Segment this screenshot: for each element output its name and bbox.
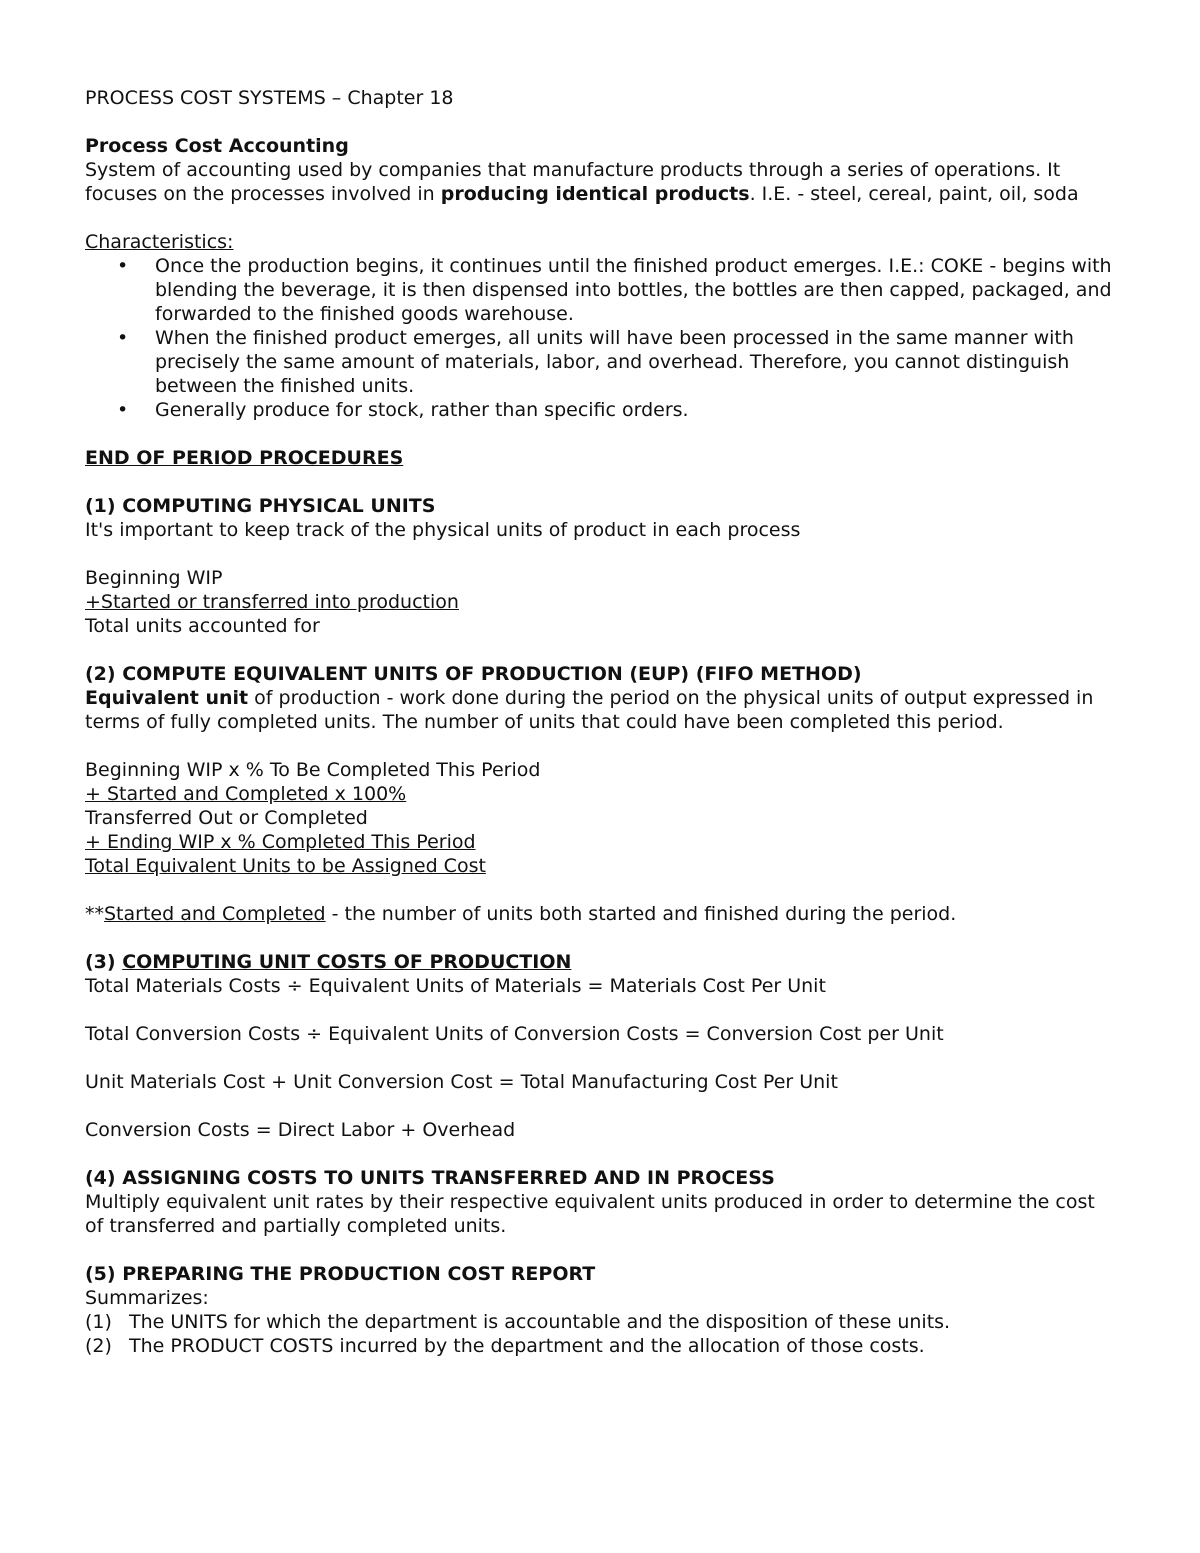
section-5-heading: (5) PREPARING THE PRODUCTION COST REPORT: [85, 1263, 596, 1285]
list-item: (1) The UNITS for which the department is accountable and the disposition of these units.: [85, 1311, 951, 1333]
formula-line: Transferred Out or Completed: [85, 807, 368, 829]
formula-line: Total Conversion Costs ÷ Equivalent Units of Conversion Costs = Conversion Cost per Unit: [85, 1023, 944, 1045]
document-page: [85, 86, 1115, 1358]
bullet-icon: •: [117, 327, 129, 349]
process-cost-accounting-heading: Process Cost Accounting: [85, 135, 349, 157]
formula-line: Total Materials Costs ÷ Equivalent Units of Materials = Materials Cost Per Unit: [85, 975, 826, 997]
document-title: PROCESS COST SYSTEMS – Chapter 18: [85, 87, 454, 109]
list-item: • Generally produce for stock, rather than specific orders.: [117, 399, 689, 421]
started-and-completed-note: **Started and Completed - the number of units both started and finished during the period.: [85, 903, 957, 925]
section-5-list: [85, 1310, 1115, 1358]
formula-line: + Started and Completed x 100%: [85, 783, 407, 805]
formula-line: +Started or transferred into production: [85, 591, 459, 613]
section-5-text: Summarizes:: [85, 1287, 209, 1309]
formula-line: Unit Materials Cost + Unit Conversion Cost = Total Manufacturing Cost Per Unit: [85, 1071, 838, 1093]
formula-line: Total units accounted for: [85, 615, 320, 637]
list-item: (2) The PRODUCT COSTS incurred by the department and the allocation of those costs.: [85, 1335, 925, 1357]
formula-line: Beginning WIP: [85, 567, 223, 589]
end-of-period-heading: END OF PERIOD PROCEDURES: [85, 447, 404, 469]
equivalent-unit-definition: Equivalent unit of production - work done during the period on the physical units of output expressed in terms of fully completed units. The number of units that could have been completed this period.: [85, 687, 1094, 733]
characteristics-list: [85, 254, 1115, 422]
section-3-heading: (3) COMPUTING UNIT COSTS OF PRODUCTION: [85, 951, 572, 973]
emphasis-text: producing identical products: [440, 183, 750, 205]
section-4-heading: (4) ASSIGNING COSTS TO UNITS TRANSFERRED AND IN PROCESS: [85, 1167, 775, 1189]
section-1-heading: (1) COMPUTING PHYSICAL UNITS: [85, 495, 436, 517]
bullet-icon: •: [117, 255, 129, 277]
process-cost-accounting-paragraph: System of accounting used by companies that manufacture products through a series of operations. It focuses on the processes involved in producing identical products. I.E. - steel, cereal, paint, oil, soda: [85, 159, 1079, 205]
characteristics-label: Characteristics:: [85, 231, 234, 253]
section-2-heading: (2) COMPUTE EQUIVALENT UNITS OF PRODUCTION (EUP) (FIFO METHOD): [85, 663, 862, 685]
bullet-icon: •: [117, 399, 129, 421]
list-item: • When the finished product emerges, all units will have been processed in the same manner with precisely the same amount of materials, labor, and overhead. Therefore, you cannot distinguish between the finished units.: [117, 327, 1074, 397]
section-1-text: It's important to keep track of the physical units of product in each process: [85, 519, 801, 541]
formula-line: Beginning WIP x % To Be Completed This Period: [85, 759, 541, 781]
list-item: • Once the production begins, it continues until the finished product emerges. I.E.: COKE - begins with blending the beverage, it is then dispensed into bottles, the bottles are then capped, packaged, and forwarded to the finished goods warehouse.: [117, 255, 1112, 325]
formula-line: + Ending WIP x % Completed This Period: [85, 831, 476, 853]
section-4-text: Multiply equivalent unit rates by their respective equivalent units produced in order to determine the cost of transferred and partially completed units.: [85, 1191, 1095, 1237]
formula-line: Total Equivalent Units to be Assigned Cost: [85, 855, 486, 877]
formula-line: Conversion Costs = Direct Labor + Overhead: [85, 1119, 516, 1141]
